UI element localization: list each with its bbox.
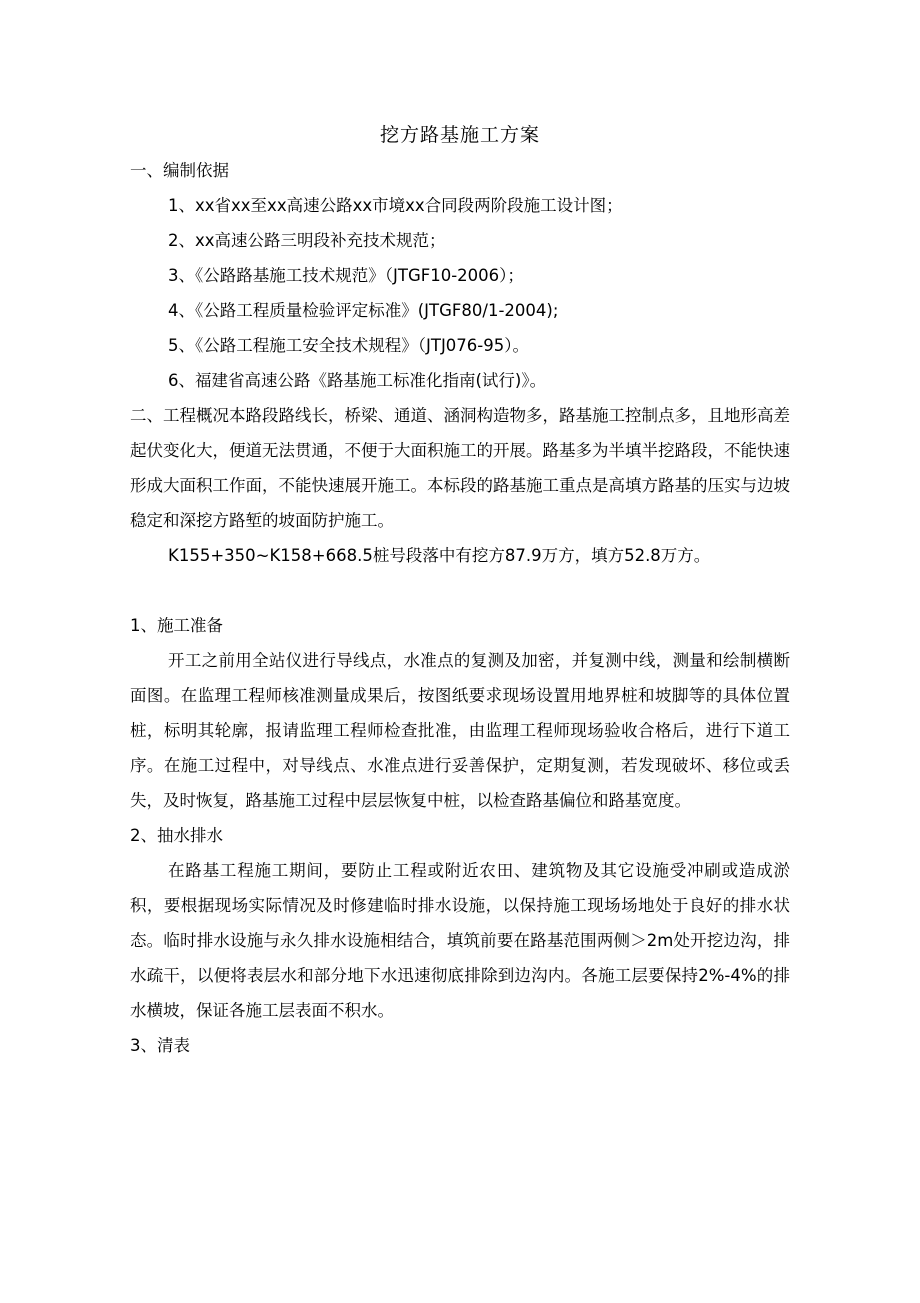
paragraph-project-overview: 二、工程概况本路段路线长，桥梁、通道、涵洞构造物多，路基施工控制点多，且地形高差起伏变化大，便道无法贯通，不便于大面积施工的开展。路基多为半填半挖路段，不能快速形成大面积工作面，不能快速展开施工。本标段的路基施工重点是高填方路基的压实与边坡稳定和深挖方路堑的坡面防护施工。 (130, 406, 790, 530)
list-item: 2、xx高速公路三明段补充技术规范； (168, 231, 446, 250)
stake-range-line: K155+350~K158+668.5桩号段落中有挖方87.9万方，填方52.8万方。 (168, 546, 711, 565)
list-item: 6、福建省高速公路《路基施工标准化指南(试行)》。 (168, 371, 547, 390)
list-item: 1、xx省xx至xx高速公路xx市境xx合同段两阶段施工设计图； (168, 196, 623, 215)
list-item: 4、《公路工程质量检验评定标准》(JTGF80/1-2004); (168, 301, 559, 320)
list-item: 5、《公路工程施工安全技术规程》（JTJ076-95）。 (168, 336, 530, 355)
section-heading-pumping-drainage: 2、抽水排水 (130, 826, 223, 845)
paragraph-construction-preparation: 开工之前用全站仪进行导线点，水准点的复测及加密，并复测中线，测量和绘制横断面图。在监理工程师核准测量成果后，按图纸要求现场设置用地界桩和坡脚等的具体位置桩，标明其轮廓，报请监理工程师检查批准，由监理工程师现场验收合格后，进行下道工序。在施工过程中，对导线点、水准点进行妥善保护，定期复测，若发现破坏、移位或丢失，及时恢复，路基施工过程中层层恢复中桩，以检查路基偏位和路基宽度。 (130, 651, 790, 810)
page-title: 挖方路基施工方案 (379, 124, 540, 146)
section-heading-construction-preparation: 1、施工准备 (130, 616, 223, 635)
section-heading-compilation-basis: 一、编制依据 (130, 161, 229, 180)
paragraph-pumping-drainage: 在路基工程施工期间，要防止工程或附近农田、建筑物及其它设施受冲刷或造成淤积，要根据现场实际情况及时修建临时排水设施，以保持施工现场场地处于良好的排水状态。临时排水设施与永久排水设施相结合，填筑前要在路基范围两侧＞2m处开挖边沟，排水疏干，以便将表层水和部分地下水迅速彻底排除到边沟内。各施工层要保持2%-4%的排水横坡，保证各施工层表面不积水。 (130, 861, 790, 1020)
list-item: 3、《公路路基施工技术规范》（JTGF10-2006）； (168, 266, 524, 285)
section-heading-clearing: 3、清表 (130, 1036, 190, 1055)
blank-line (130, 573, 790, 608)
